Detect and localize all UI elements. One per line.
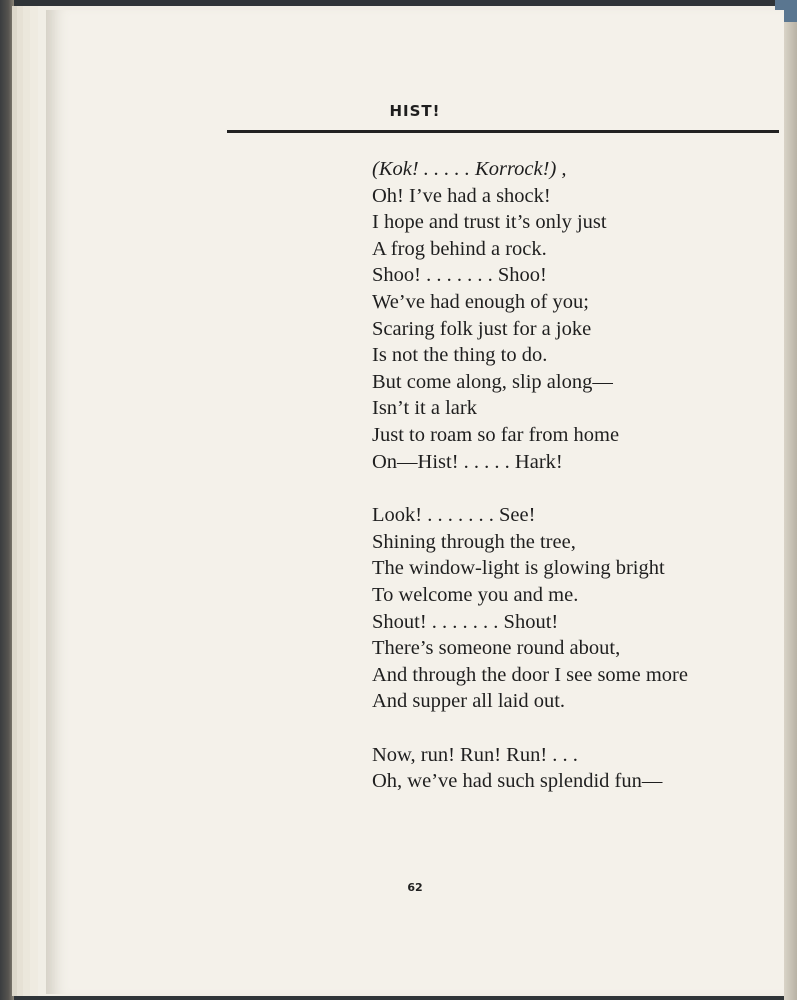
stanza-3 [372,742,688,795]
stanza-1 [372,156,688,475]
poem-line: And through the door I see some more [372,663,688,686]
stanza-break [372,715,688,742]
stanza-break [372,475,688,502]
poem-line: To welcome you and me. [372,583,579,606]
poem-line: The window-light is glowing bright [372,557,665,580]
poem-line: But come along, slip along— [372,370,613,393]
header-rule [227,130,779,133]
page-number: 62 [407,881,423,894]
poem-line: Scaring folk just for a joke [372,317,592,340]
poem-line: Shoo! . . . . . . . Shoo! [372,264,547,287]
poem-line: (Kok! . . . . . Korrock!) , [372,158,567,180]
poem-line: Now, run! Run! Run! . . . [372,743,578,766]
poem-line: There’s someone round about, [372,637,621,660]
poem-line: Oh! I’ve had a shock! [372,184,551,207]
book-page [46,10,784,994]
poem-line: Is not the thing to do. [372,344,548,367]
poem-line: On—Hist! . . . . . Hark! [372,450,563,473]
stanza-2 [372,502,688,715]
poem-line: I hope and trust it’s only just [372,211,607,234]
running-header: HIST! [389,102,441,120]
poem-line: Just to roam so far from home [372,423,620,446]
poem-line: Shout! . . . . . . . Shout! [372,610,559,633]
poem-line: Oh, we’ve had such splendid fun— [372,770,663,793]
poem-line: A frog behind a rock. [372,237,547,260]
poem-line: Isn’t it a lark [372,397,477,420]
poem-line: We’ve had enough of you; [372,290,589,313]
book-cover-edge [784,20,797,1000]
poem-line: Look! . . . . . . . See! [372,504,536,527]
poem-text [372,156,688,795]
poem-line: Shining through the tree, [372,530,576,553]
poem-line: And supper all laid out. [372,690,566,713]
